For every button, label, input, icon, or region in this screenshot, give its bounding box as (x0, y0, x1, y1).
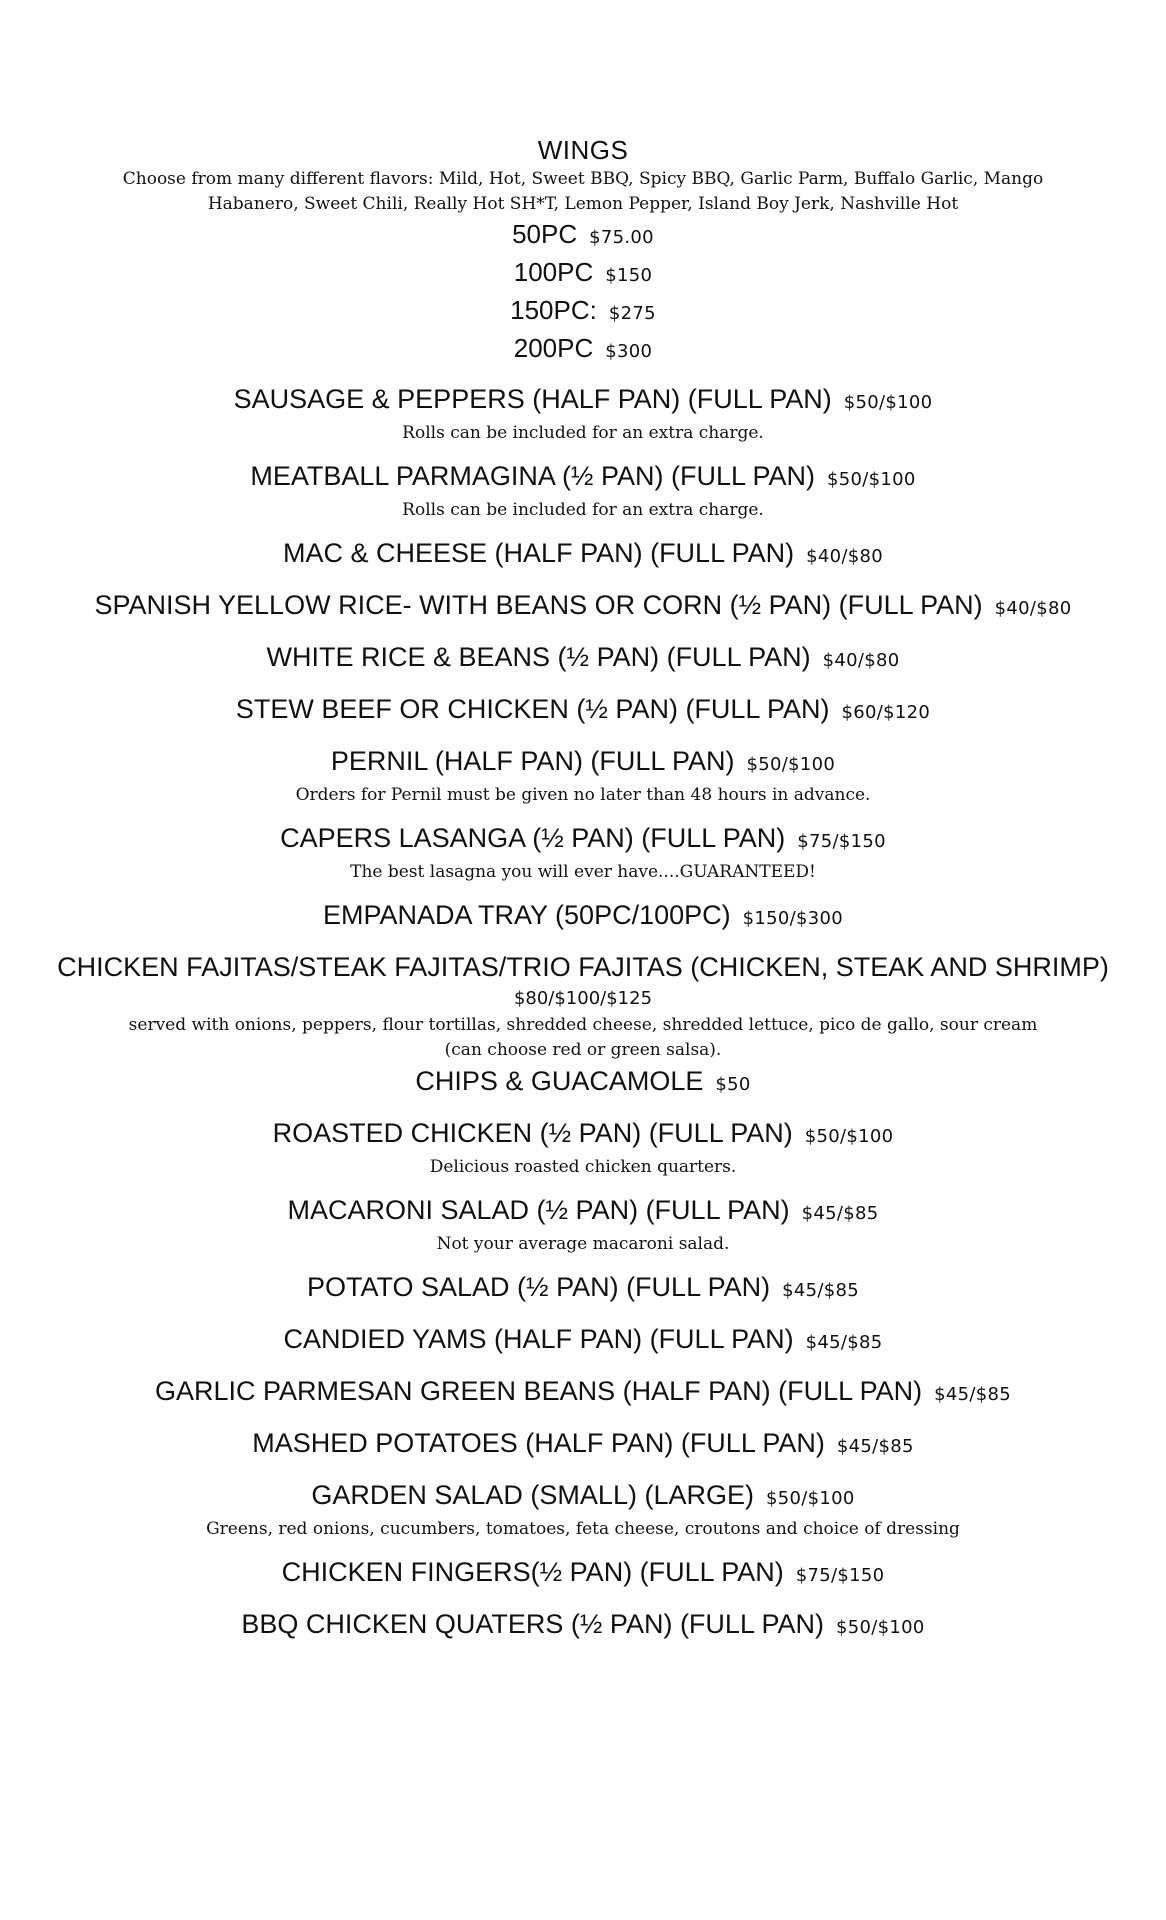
menu-item-meatball-parmagina (0, 458, 1166, 523)
item-description: Not your average macaroni salad. (436, 1234, 730, 1254)
menu-item-pernil (0, 743, 1166, 808)
item-price: $50/$100 (843, 392, 933, 413)
wings-size-price: $275 (608, 303, 656, 324)
menu-item-roasted-chicken (0, 1115, 1166, 1180)
item-price: $40/$80 (806, 546, 883, 567)
menu-item-mac-cheese (0, 535, 1166, 575)
item-name: BBQ CHICKEN QUATERS (½ PAN) (FULL PAN) (241, 1609, 824, 1639)
item-description: The best lasagna you will ever have....GUARANTEED! (350, 862, 816, 882)
item-price: $50 (715, 1074, 751, 1095)
item-price: $80/$100/$125 (513, 988, 653, 1009)
menu-item-chicken-fingers (0, 1554, 1166, 1594)
wings-size-row (0, 293, 1166, 331)
menu-item-fajitas (0, 949, 1166, 1063)
item-name: CHICKEN FAJITAS/STEAK FAJITAS/TRIO FAJITAS (CHICKEN, STEAK AND SHRIMP) (57, 952, 1109, 982)
item-name: GARLIC PARMESAN GREEN BEANS (HALF PAN) (FULL PAN) (154, 1376, 923, 1406)
menu-item-chips-guacamole (0, 1063, 1166, 1103)
item-name: SAUSAGE & PEPPERS (HALF PAN) (FULL PAN) (233, 384, 832, 414)
wings-title: WINGS (537, 135, 629, 165)
menu-item-macaroni-salad (0, 1192, 1166, 1257)
menu-item-garden-salad (0, 1477, 1166, 1542)
item-name: POTATO SALAD (½ PAN) (FULL PAN) (307, 1272, 771, 1302)
item-price: $75/$150 (797, 831, 886, 852)
wings-size-label: 50PC (512, 219, 578, 249)
item-description: served with onions, peppers, flour tortillas, shredded cheese, shredded lettuce, pico de gallo, sour cream (can choose red or green salsa). (128, 1015, 1038, 1060)
item-name: WHITE RICE & BEANS (½ PAN) (FULL PAN) (266, 642, 811, 672)
item-price: $45/$85 (782, 1280, 859, 1301)
menu-item-sausage-peppers (0, 381, 1166, 446)
wings-size-label: 150PC: (510, 295, 597, 325)
item-name: GARDEN SALAD (SMALL) (LARGE) (311, 1480, 754, 1510)
wings-size-row (0, 255, 1166, 293)
item-price: $45/$85 (836, 1436, 914, 1457)
item-price: $50/$100 (804, 1126, 894, 1147)
wings-size-price: $150 (605, 265, 653, 286)
item-price: $50/$100 (835, 1617, 925, 1638)
item-price: $60/$120 (841, 702, 931, 723)
wings-size-price: $75.00 (589, 227, 654, 248)
menu-item-spanish-yellow-rice (0, 587, 1166, 627)
item-price: $45/$85 (805, 1332, 883, 1353)
item-price: $50/$100 (746, 754, 836, 775)
item-price: $75/$150 (795, 1565, 885, 1586)
item-name: MAC & CHEESE (HALF PAN) (FULL PAN) (283, 538, 795, 568)
wings-flavors-description: Choose from many different flavors: Mild, Hot, Sweet BBQ, Spicy BBQ, Garlic Parm, Buffalo Garlic, Mango Habanero, Sweet Chili, Really Hot SH*T, Lemon Pepper, Island Boy Jerk, Nashville Hot (122, 169, 1044, 214)
item-name: MACARONI SALAD (½ PAN) (FULL PAN) (287, 1195, 790, 1225)
wings-size-label: 100PC (513, 257, 594, 287)
menu-item-mashed-potatoes (0, 1425, 1166, 1465)
wings-size-row (0, 331, 1166, 369)
item-price: $40/$80 (822, 650, 900, 671)
item-description: Rolls can be included for an extra charge. (402, 423, 764, 443)
item-name: CANDIED YAMS (HALF PAN) (FULL PAN) (283, 1324, 794, 1354)
item-price: $45/$85 (801, 1203, 879, 1224)
menu-item-white-rice-beans (0, 639, 1166, 679)
item-name: EMPANADA TRAY (50PC/100PC) (322, 900, 731, 930)
item-price: $40/$80 (994, 598, 1072, 619)
menu-item-candied-yams (0, 1321, 1166, 1361)
menu-item-bbq-chicken-quaters (0, 1606, 1166, 1646)
item-description: Delicious roasted chicken quarters. (429, 1157, 737, 1177)
item-name: MASHED POTATOES (HALF PAN) (FULL PAN) (252, 1428, 825, 1458)
wings-size-price: $300 (605, 341, 653, 362)
item-name: CAPERS LASANGA (½ PAN) (FULL PAN) (280, 823, 786, 853)
wings-size-row (0, 217, 1166, 255)
item-price: $50/$100 (826, 469, 916, 490)
item-price: $50/$100 (765, 1488, 855, 1509)
item-price: $150/$300 (742, 908, 844, 929)
menu-item-potato-salad (0, 1269, 1166, 1309)
item-name: STEW BEEF OR CHICKEN (½ PAN) (FULL PAN) (235, 694, 830, 724)
menu-item-stew-beef-chicken (0, 691, 1166, 731)
item-name: SPANISH YELLOW RICE- WITH BEANS OR CORN (½ PAN) (FULL PAN) (94, 590, 983, 620)
wings-size-label: 200PC (513, 333, 594, 363)
item-name: CHICKEN FINGERS(½ PAN) (FULL PAN) (281, 1557, 784, 1587)
menu-item-garlic-parmesan-green-beans (0, 1373, 1166, 1413)
item-name: MEATBALL PARMAGINA (½ PAN) (FULL PAN) (250, 461, 815, 491)
item-description: Orders for Pernil must be given no later than 48 hours in advance. (295, 785, 871, 805)
item-name: PERNIL (HALF PAN) (FULL PAN) (330, 746, 735, 776)
item-price: $45/$85 (934, 1384, 1012, 1405)
wings-section (0, 133, 1166, 369)
menu-item-empanada-tray (0, 897, 1166, 937)
item-name: ROASTED CHICKEN (½ PAN) (FULL PAN) (272, 1118, 793, 1148)
menu-item-capers-lasanga (0, 820, 1166, 885)
item-description: Greens, red onions, cucumbers, tomatoes, feta cheese, croutons and choice of dressing (206, 1519, 960, 1539)
catering-menu (0, 133, 1166, 1646)
item-description: Rolls can be included for an extra charge. (402, 500, 764, 520)
item-name: CHIPS & GUACAMOLE (415, 1066, 704, 1096)
